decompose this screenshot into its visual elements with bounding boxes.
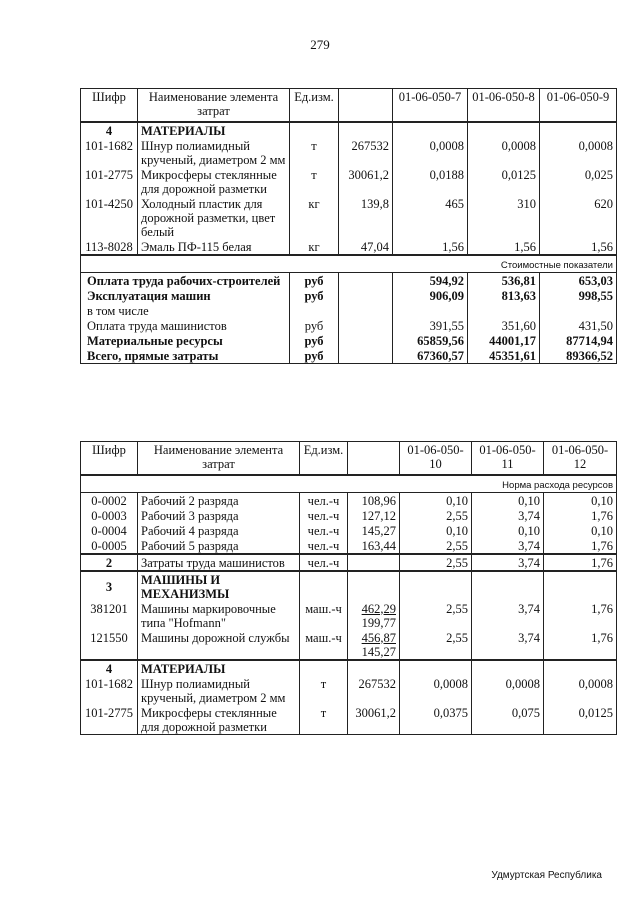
row-value-3: 1,76 <box>544 601 617 630</box>
row-code: 101-2775 <box>81 705 138 735</box>
table-row <box>81 523 617 538</box>
row-price: 47,04 <box>339 239 393 255</box>
row-name: Рабочий 3 разряда <box>138 508 300 523</box>
section-row <box>81 122 617 138</box>
row-price: 108,96 <box>348 492 400 508</box>
row-value-2: 3,74 <box>472 601 544 630</box>
table-row <box>81 630 617 660</box>
row-value-2: 0,075 <box>472 705 544 735</box>
row-value-1: 2,55 <box>400 630 472 660</box>
row-unit: чел.-ч <box>300 538 348 554</box>
row-value-3: 620 <box>540 196 617 239</box>
col-1-header: 01-06-050-7 <box>393 89 468 122</box>
cost-name: Всего, прямые затраты <box>81 348 290 364</box>
footer-region: Удмуртская Республика <box>491 870 602 881</box>
row-value-2: 1,56 <box>468 239 540 255</box>
row-price-top: 462,29 <box>361 601 396 616</box>
row-value-2: 3,74 <box>472 538 544 554</box>
col-3-header: 01-06-050-12 <box>544 442 617 475</box>
row-name: Машины маркировочные типа "Hofmann" <box>138 601 300 630</box>
row-unit: чел.-ч <box>300 492 348 508</box>
row-value-3: 1,56 <box>540 239 617 255</box>
cost-row <box>81 288 617 303</box>
cost-value-1: 65859,56 <box>393 333 468 348</box>
col-code-header: Шифр <box>81 89 138 122</box>
section-number: 4 <box>81 660 138 676</box>
table-header <box>81 442 617 475</box>
row-price: 139,8 <box>339 196 393 239</box>
row-value-3: 0,0125 <box>544 705 617 735</box>
row-name: Микросферы стеклянные для дорожной разметки <box>138 705 300 735</box>
section-title: МАТЕРИАЛЫ <box>138 660 300 676</box>
col-unit-header: Ед.изм. <box>300 442 348 475</box>
col-3-header: 01-06-050-9 <box>540 89 617 122</box>
row-value-2: 3,74 <box>472 508 544 523</box>
cost-unit: руб <box>290 288 339 303</box>
table-row <box>81 508 617 523</box>
row-value-3: 0,0008 <box>540 138 617 167</box>
table-row <box>81 601 617 630</box>
row-value-2: 0,0008 <box>468 138 540 167</box>
cost-name: Оплата труда рабочих-строителей <box>81 272 290 288</box>
row-price <box>348 630 400 660</box>
row-code: 0-0004 <box>81 523 138 538</box>
row-unit: чел.-ч <box>300 554 348 571</box>
row-name: Микросферы стеклянные для дорожной разметки <box>138 167 290 196</box>
row-value-1: 2,55 <box>400 538 472 554</box>
row-unit: чел.-ч <box>300 508 348 523</box>
resource-table-1 <box>80 88 617 364</box>
cost-indicators-label: Стоимостные показатели <box>500 259 613 271</box>
row-value-2: 0,10 <box>472 523 544 538</box>
col-name-header: Наименование элемента затрат <box>138 89 290 122</box>
row-value-1: 0,0008 <box>393 138 468 167</box>
row-value-1: 2,55 <box>400 601 472 630</box>
row-name: Шнур полиамидный крученый, диаметром 2 мм <box>138 138 290 167</box>
row-price: 145,27 <box>348 523 400 538</box>
row-name: Затраты труда машинистов <box>138 554 300 571</box>
row-value-2: 0,0125 <box>468 167 540 196</box>
row-price-bottom: 145,27 <box>361 644 396 659</box>
row-value-1: 0,0188 <box>393 167 468 196</box>
col-name-header: Наименование элемента затрат <box>138 442 300 475</box>
table-row <box>81 167 617 196</box>
row-value-2: 3,74 <box>472 554 544 571</box>
row-code: 2 <box>81 554 138 571</box>
row-value-3: 0,10 <box>544 523 617 538</box>
row-value-3: 1,76 <box>544 538 617 554</box>
norm-label-row <box>81 475 617 493</box>
cost-unit: руб <box>290 333 339 348</box>
cost-row <box>81 303 617 318</box>
row-unit: кг <box>290 239 339 255</box>
cost-value-1: 391,55 <box>393 318 468 333</box>
row-value-3: 0,10 <box>544 492 617 508</box>
cost-name: Материальные ресурсы <box>81 333 290 348</box>
cost-unit: руб <box>290 348 339 364</box>
norm-label: Норма расхода ресурсов <box>502 479 613 491</box>
row-unit: маш.-ч <box>300 601 348 630</box>
section-row <box>81 660 617 676</box>
row-code: 381201 <box>81 601 138 630</box>
cost-value-1: 67360,57 <box>393 348 468 364</box>
row-name: Холодный пластик для дорожной разметки, цвет белый <box>138 196 290 239</box>
row-unit: т <box>290 167 339 196</box>
row-price-bottom: 199,77 <box>361 615 396 630</box>
row-value-1: 1,56 <box>393 239 468 255</box>
cost-value-2: 44001,17 <box>468 333 540 348</box>
cost-value-1: 594,92 <box>393 272 468 288</box>
row-name: Шнур полиамидный крученый, диаметром 2 мм <box>138 676 300 705</box>
row-value-1: 2,55 <box>400 554 472 571</box>
page-number: 279 <box>310 37 330 52</box>
row-code: 113-8028 <box>81 239 138 255</box>
cost-row <box>81 318 617 333</box>
table-header <box>81 89 617 122</box>
row-price: 267532 <box>339 138 393 167</box>
section-number: 3 <box>81 571 138 601</box>
cost-indicators-label-row <box>81 255 617 273</box>
col-1-header: 01-06-050-10 <box>400 442 472 475</box>
row-code: 0-0002 <box>81 492 138 508</box>
col-unit-header: Ед.изм. <box>290 89 339 122</box>
row-value-3: 1,76 <box>544 630 617 660</box>
row-name: Эмаль ПФ-115 белая <box>138 239 290 255</box>
cost-name: в том числе <box>81 303 290 318</box>
cost-row <box>81 348 617 364</box>
resource-table-2 <box>80 441 617 735</box>
col-price-header <box>339 89 393 122</box>
row-value-2: 0,0008 <box>472 676 544 705</box>
col-code-header: Шифр <box>81 442 138 475</box>
row-code: 101-1682 <box>81 676 138 705</box>
row-code: 101-2775 <box>81 167 138 196</box>
row-code: 101-1682 <box>81 138 138 167</box>
table-row <box>81 138 617 167</box>
row-value-1: 465 <box>393 196 468 239</box>
table-row <box>81 492 617 508</box>
row-value-1: 2,55 <box>400 508 472 523</box>
row-value-3: 1,76 <box>544 508 617 523</box>
table-row <box>81 676 617 705</box>
col-price-header <box>348 442 400 475</box>
table-row <box>81 196 617 239</box>
table-row <box>81 239 617 255</box>
table-row <box>81 538 617 554</box>
cost-row <box>81 333 617 348</box>
col-2-header: 01-06-050-8 <box>468 89 540 122</box>
row-value-1: 0,0008 <box>400 676 472 705</box>
cost-value-2: 351,60 <box>468 318 540 333</box>
row-code: 0-0003 <box>81 508 138 523</box>
row-code: 0-0005 <box>81 538 138 554</box>
row-name: Рабочий 4 разряда <box>138 523 300 538</box>
row-price: 267532 <box>348 676 400 705</box>
cost-row <box>81 272 617 288</box>
section-number: 4 <box>81 122 138 138</box>
row-price: 163,44 <box>348 538 400 554</box>
row-value-1: 0,10 <box>400 492 472 508</box>
cost-value-2: 536,81 <box>468 272 540 288</box>
row-unit: т <box>300 676 348 705</box>
section-row <box>81 571 617 601</box>
row-value-1: 0,0375 <box>400 705 472 735</box>
cost-unit: руб <box>290 318 339 333</box>
cost-value-1: 906,09 <box>393 288 468 303</box>
row-unit: чел.-ч <box>300 523 348 538</box>
row-unit: т <box>290 138 339 167</box>
cost-value-2: 45351,61 <box>468 348 540 364</box>
cost-value-2: 813,63 <box>468 288 540 303</box>
col-2-header: 01-06-050-11 <box>472 442 544 475</box>
cost-unit: руб <box>290 272 339 288</box>
row-value-3: 0,025 <box>540 167 617 196</box>
row-price-top: 456,87 <box>361 630 396 645</box>
row-price: 30061,2 <box>348 705 400 735</box>
row-price <box>348 601 400 630</box>
row-price: 30061,2 <box>339 167 393 196</box>
row-name: Рабочий 2 разряда <box>138 492 300 508</box>
row-value-1: 0,10 <box>400 523 472 538</box>
row-value-2: 0,10 <box>472 492 544 508</box>
section-title: МАТЕРИАЛЫ <box>138 122 290 138</box>
row-value-2: 3,74 <box>472 630 544 660</box>
cost-value-3: 87714,94 <box>540 333 617 348</box>
cost-name: Оплата труда машинистов <box>81 318 290 333</box>
row-unit: т <box>300 705 348 735</box>
cost-name: Эксплуатация машин <box>81 288 290 303</box>
row-value-3: 0,0008 <box>544 676 617 705</box>
row-code: 101-4250 <box>81 196 138 239</box>
cost-value-3: 431,50 <box>540 318 617 333</box>
row-unit: кг <box>290 196 339 239</box>
cost-value-3: 998,55 <box>540 288 617 303</box>
row-value-3: 1,76 <box>544 554 617 571</box>
table-row <box>81 705 617 735</box>
cost-value-3: 653,03 <box>540 272 617 288</box>
row-unit: маш.-ч <box>300 630 348 660</box>
section-title: МАШИНЫ И МЕХАНИЗМЫ <box>138 571 300 601</box>
row-name: Машины дорожной службы <box>138 630 300 660</box>
row-value-2: 310 <box>468 196 540 239</box>
row-price: 127,12 <box>348 508 400 523</box>
row-name: Рабочий 5 разряда <box>138 538 300 554</box>
drivers-row <box>81 554 617 571</box>
row-code: 121550 <box>81 630 138 660</box>
cost-value-3: 89366,52 <box>540 348 617 364</box>
